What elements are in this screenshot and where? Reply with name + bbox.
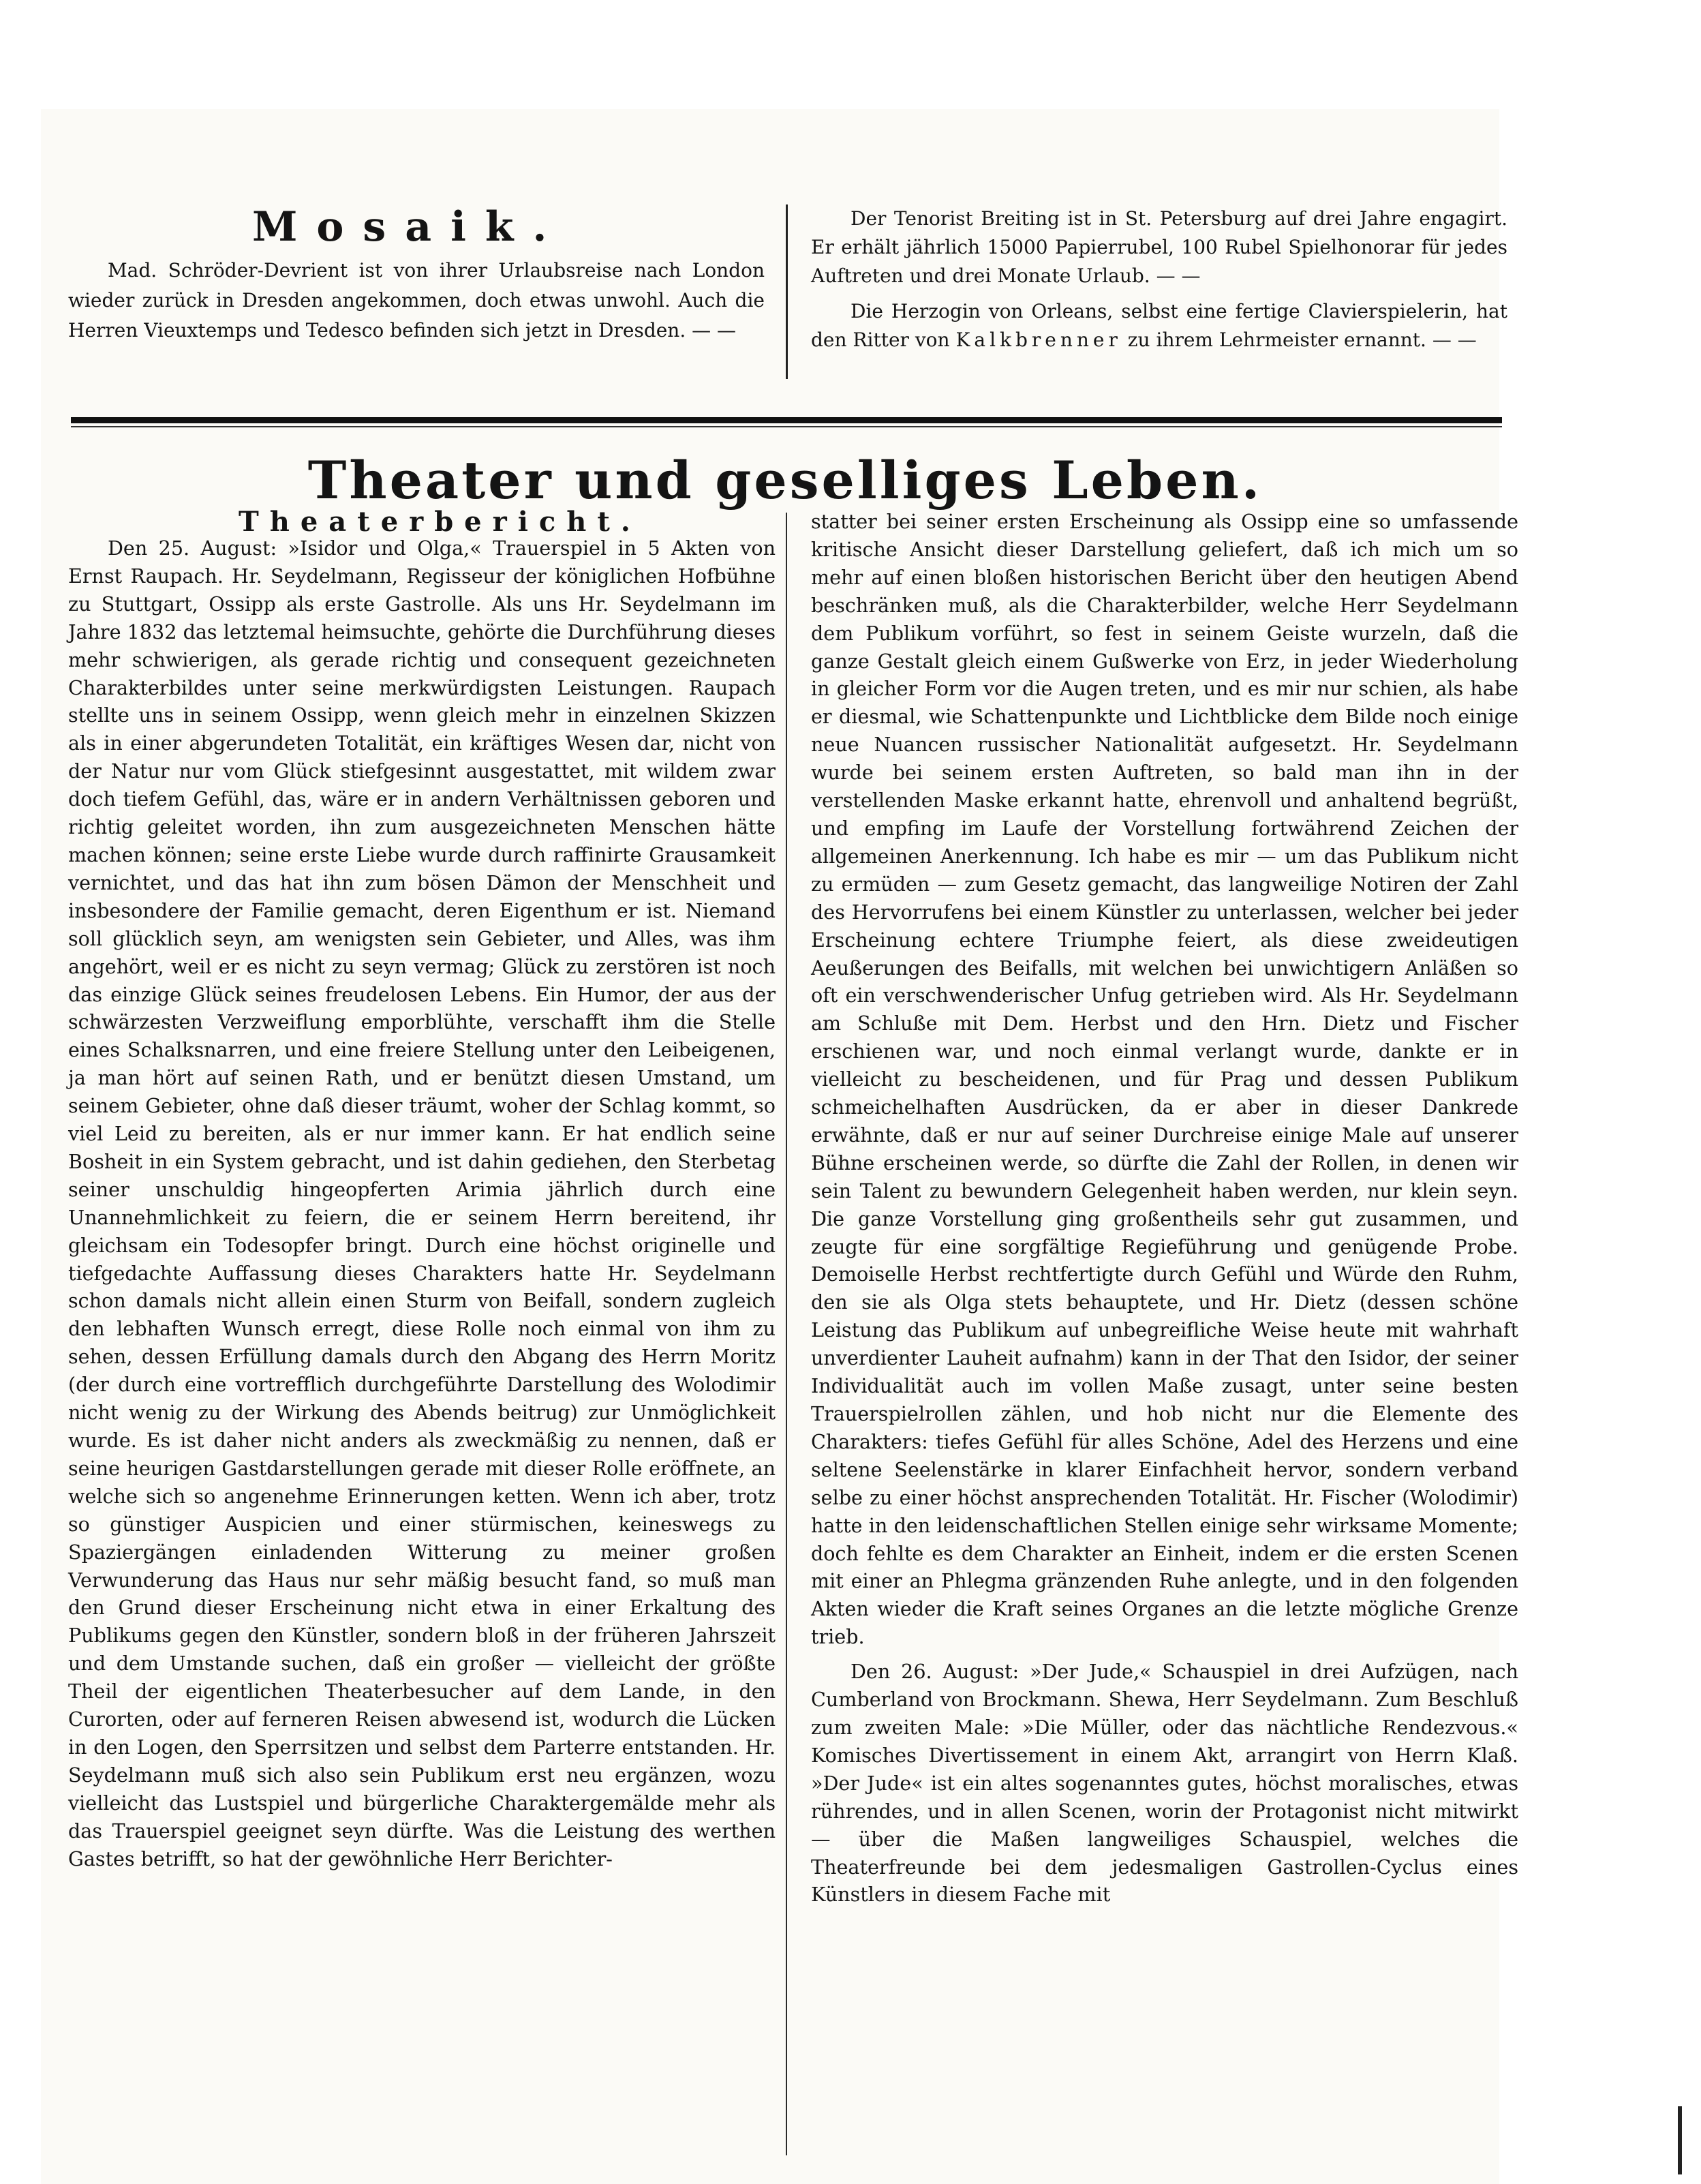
mosaik-orleans-text-end: zu ihrem Lehrmeister ernannt. — — [1127,329,1477,351]
mosaik-left-column [68,256,765,346]
theaterbericht-heading: Theaterbericht. [239,506,641,538]
report-isidor-und-olga-continued: statter bei seiner ersten Erscheinung als Ossipp eine so umfassende kritische Ansicht dieser Darstellung geliefert, daß ich mich um so mehr auf einen bloßen historischen Bericht über den heutigen Abend beschränken muß, als die Charakterbilder, welche Herr Seydelmann dem Publikum vorführt, so fest in seinem Geiste wurzeln, daß die ganze Gestalt gleich einem Gußwerke von Erz, in jeder Wiederholung in gleicher Form vor die Augen treten, und es mir nur schien, als habe er diesmal, wie Schattenpunkte und Lichtblicke dem Bilde noch einige neue Nuancen russischer Nationalität aufgesetzt. Hr. Seydelmann wurde bei seinem ersten Auftreten, so bald man ihn in der verstellenden Maske erkannt hatte, ehrenvoll und anhaltend begrüßt, und empfing im Laufe der Vorstellung fortwährend Zeichen der allgemeinen Anerkennung. Ich habe es mir — um das Publikum nicht zu ermüden — zum Gesetz gemacht, das langweilige Notiren der Zahl des Hervorrufens bei einem Künstler zu unterlassen, welcher bei jeder Erscheinung echtere Triumphe feiert, als diese zweideutigen Aeußerungen des Beifalls, mit welchen bei unwichtigern Anläßen so oft ein verschwenderischer Unfug getrieben wird. Als Hr. Seydelmann am Schluße mit Dem. Herbst und den Hrn. Dietz und Fischer erschienen war, und noch einmal verlangt wurde, dankte er in vielleicht zu bescheidenen, und für Prag und dessen Publikum schmeichelhaften Ausdrücken, da er aber in dieser Dankrede erwähnte, daß er nur auf seiner Durchreise einige Male auf unserer Bühne erscheinen werde, so dürfte die Zahl der Rollen, in denen wir sein Talent zu bewundern Gelegenheit haben werden, nur klein seyn. Die ganze Vorstellung ging großentheils sehr gut zusammen, und zeugte für eine sorgfältige Regieführung und genügende Probe. Demoiselle Herbst rechtfertigte durch Gefühl und Würde den Ruhm, den sie als Olga stets behauptete, und Hr. Dietz (dessen schöne Leistung das Publikum auf unbegreifliche Weise heute mit wahrhaft unverdienter Lauheit aufnahm) kann in der That den Isidor, der seiner Individualität auch im vollen Maße zusagt, unter seine besten Trauerspielrollen zählen, und hob nicht nur die Elemente des Charakters: tiefes Gefühl für alles Schöne, Adel des Herzens und eine seltene Seelenstärke in klarer Einfachheit hervor, sondern verband selbe zu einer höchst ansprechenden Totalität. Hr. Fischer (Wolodimir) hatte in den leidenschaftlichen Stellen einige sehr wirksame Momente; doch fehlte es dem Charakter an Einheit, indem er die ersten Scenen mit einer an Phlegma gränzenden Ruhe anlegte, und in den folgenden Akten wieder die Kraft seines Organes an die letzte mögliche Grenze trieb. [811,510,1518,1649]
mosaik-orleans-text-start: Die Herzogin von Orleans, selbst eine fertige Clavierspielerin, hat den Ritter von [811,300,1507,351]
report-right-column [811,508,1518,1909]
mosaik-item-breiting: Der Tenorist Breiting ist in St. Petersburg auf drei Jahre engagirt. Er erhält jährlich 15000 Papierrubel, 100 Rubel Spielhonorar für jedes Auftreten und drei Monate Urlaub. — — [811,207,1507,287]
report-isidor-und-olga: Den 25. August: »Isidor und Olga,« Trauerspiel in 5 Akten von Ernst Raupach. Hr. Seydelmann, Regisseur der königlichen Hofbühne zu Stuttgart, Ossipp als erste Gastrolle. Als uns Hr. Seydelmann im Jahre 1832 das letztemal heimsuchte, gehörte die Durchführung dieses mehr schwierigen, als gerade richtig und consequent gezeichneten Charakterbildes unter seine merkwürdigsten Leistungen. Raupach stellte uns in seinem Ossipp, wenn gleich mehr in einzelnen Skizzen als in einer abgerundeten Totalität, ein kräftiges Wesen dar, nicht von der Natur nur vom Glück stiefgesinnt ausgestattet, mit wildem zwar doch tiefem Gefühl, das, wäre er in andern Verhältnissen geboren und richtig geleitet worden, ihn zum ausgezeichneten Menschen hätte machen können; seine erste Liebe wurde durch raffinirte Grausamkeit vernichtet, und das hat ihn zum bösen Dämon der Menschheit und insbesondere der Familie gemacht, deren Eigenthum er ist. Niemand soll glücklich seyn, am wenigsten sein Gebieter, und Alles, was ihm angehört, weil er es nicht zu seyn vermag; Glück zu zerstören ist noch das einzige Glück seines freudelosen Lebens. Ein Humor, der aus der schwärzesten Verzweiflung emporblühte, verschafft ihm die Stelle eines Schalksnarren, und eine freiere Stellung unter den Leibeigenen, ja man hört auf seinen Rath, und er benützt diesen Umstand, um seinem Gebieter, ohne daß dieser träumt, woher der Schlag kommt, so viel Leid zu bereiten, als er nur immer kann. Er hat endlich seine Bosheit in ein System gebracht, und ist dahin gediehen, den Sterbetag seiner unschuldig hingeopferten Arimia jährlich durch eine Unannehmlichkeit zu feiern, die er seinem Herrn bereitend, ihr gleichsam ein Todesopfer bringt. Durch eine höchst originelle und tiefgedachte Auffassung dieses Charakters hatte Hr. Seydelmann schon damals nicht allein einen Sturm von Beifall, sondern zugleich den lebhaften Wunsch erregt, diese Rolle noch einmal von ihm zu sehen, dessen Erfüllung damals durch den Abgang des Herrn Moritz (der durch eine vortrefflich durchgeführte Darstellung des Wolodimir nicht wenig zu der Wirkung des Abends beitrug) zur Unmöglichkeit wurde. Es ist daher nicht anders als zweckmäßig zu nennen, daß er seine heurigen Gastdarstellungen gerade mit dieser Rolle eröffnete, an welche sich so angenehme Erinnerungen ketten. Wenn ich aber, trotz so günstiger Auspicien und einer stürmischen, keineswegs zu Spaziergängen einladenden Witterung zu meiner großen Verwunderung das Haus nur sehr mäßig besucht fand, so muß man den Grund dieser Erscheinung nicht etwa in einer Erkaltung des Publikums gegen den Künstler, sondern bloß in der früheren Jahrszeit und dem Umstande suchen, daß ein großer — vielleicht der größte Theil der eigentlichen Theaterbesucher auf dem Lande, in den Curorten, oder auf ferneren Reisen abwesend ist, wodurch die Lücken in den Logen, den Sperrsitzen und selbst dem Parterre entstanden. Hr. Seydelmann muß sich also sein Publikum erst neu ergänzen, wozu vielleicht das Lustspiel und bürgerliche Charaktergemälde mehr als das Trauerspiel geeignet seyn dürfte. Was die Leistung des werthen Gastes betrifft, so hat der gewöhnliche Herr Berichter- [68,536,776,1870]
mosaik-right-column [811,204,1507,354]
mosaik-item-schroeder-devrient: Mad. Schröder-Devrient ist von ihrer Urlaubsreise nach London wieder zurück in Dresden angekommen, doch etwas unwohl. Auch die Herren Vieuxtemps und Tedesco befinden sich jetzt in Dresden. — — [68,259,765,342]
mosaik-heading: Mosaik. [252,203,566,251]
scan-edge-mark [1678,2106,1682,2174]
report-left-column [68,534,776,1873]
mosaik-column-divider [786,204,788,379]
report-column-divider [786,513,787,2155]
mosaik-item-orleans [811,297,1507,354]
section-separator-thin [71,426,1502,427]
section-title: Theater und geselliges Leben. [307,450,1263,511]
report-der-jude: Den 26. August: »Der Jude,« Schauspiel in drei Aufzügen, nach Cumberland von Brockmann. Shewa, Herr Seydelmann. Zum Beschluß zum zweiten Male: »Die Müller, oder das nächtliche Rendezvous.« Komisches Divertissement in einem Akt, arrangirt von Herrn Klaß. »Der Jude« ist ein altes sogenanntes gutes, höchst moralisches, etwas rührendes, und in allen Scenen, worin der Protagonist nicht mitwirkt — über die Maßen langweiliges Schauspiel, welches die Theaterfreunde bei dem jedesmaligen Gastrollen-Cyclus eines Künstlers in diesem Fache mit [811,1660,1518,1907]
mosaik-orleans-name-kalkbrenner: Kalkbrenner [955,329,1122,351]
section-separator-thick [71,417,1502,423]
